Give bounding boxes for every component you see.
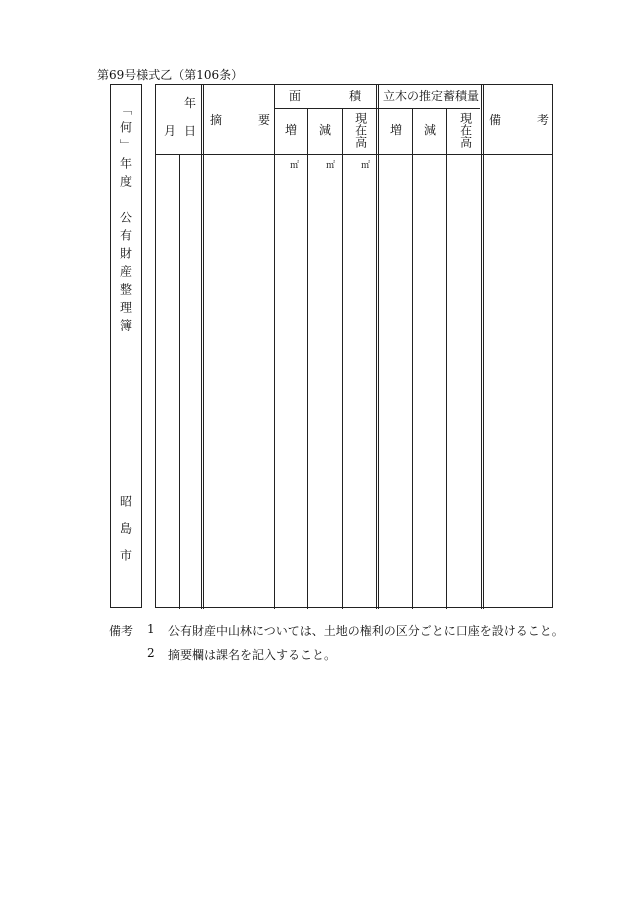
notes-heading: 備考 [109,624,134,638]
area-group-header: 面 積 [289,89,362,103]
ledger-title-box [110,84,142,608]
area-col-divider-1 [307,108,308,609]
timber-decrease-header: 減 [424,123,437,137]
note-text: 公有財産中山林については、土地の権利の区分ごとに口座を設けること。 [168,624,564,638]
area-decrease-header: 減 [319,123,332,137]
month-header: 月 [164,124,177,138]
note-item [109,646,564,670]
city-name: 昭島市 [118,495,133,576]
ledger-title-text: 「何」年度 公有財産整理簿 [118,103,133,337]
remarks-notes [109,622,564,670]
area-col-divider-2 [342,108,343,609]
property-ledger-table [155,84,553,608]
timber-col-divider-1 [412,108,413,609]
remarks-header: 備 考 [489,113,550,127]
area-increase-header: 増 [285,123,298,137]
area-group-border [376,85,379,609]
note-item [109,622,564,646]
month-day-divider [179,154,180,609]
timber-increase-header: 増 [390,123,403,137]
summary-header: 摘 要 [210,113,271,127]
area-current-unit: ㎡ [361,161,371,171]
date-column-border [201,85,204,609]
note-text: 摘要欄は課名を記入すること。 [168,648,337,662]
area-current-header: 現在高 [353,112,368,148]
form-number-label: 第69号様式乙（第106条） [97,68,244,82]
ledger-title [111,103,141,576]
area-increase-unit: ㎡ [290,161,300,171]
day-header: 日 [184,124,197,138]
timber-current-header: 現在高 [458,112,473,148]
timber-group-header: 立木の推定蓄積量 [383,89,480,103]
note-number: 2 [147,646,155,660]
area-decrease-unit: ㎡ [326,161,336,171]
year-header: 年 [184,96,197,110]
timber-group-border [481,85,484,609]
header-bottom-divider [156,154,552,155]
summary-column-border [274,85,275,609]
timber-col-divider-2 [446,108,447,609]
note-number: 1 [147,622,155,636]
